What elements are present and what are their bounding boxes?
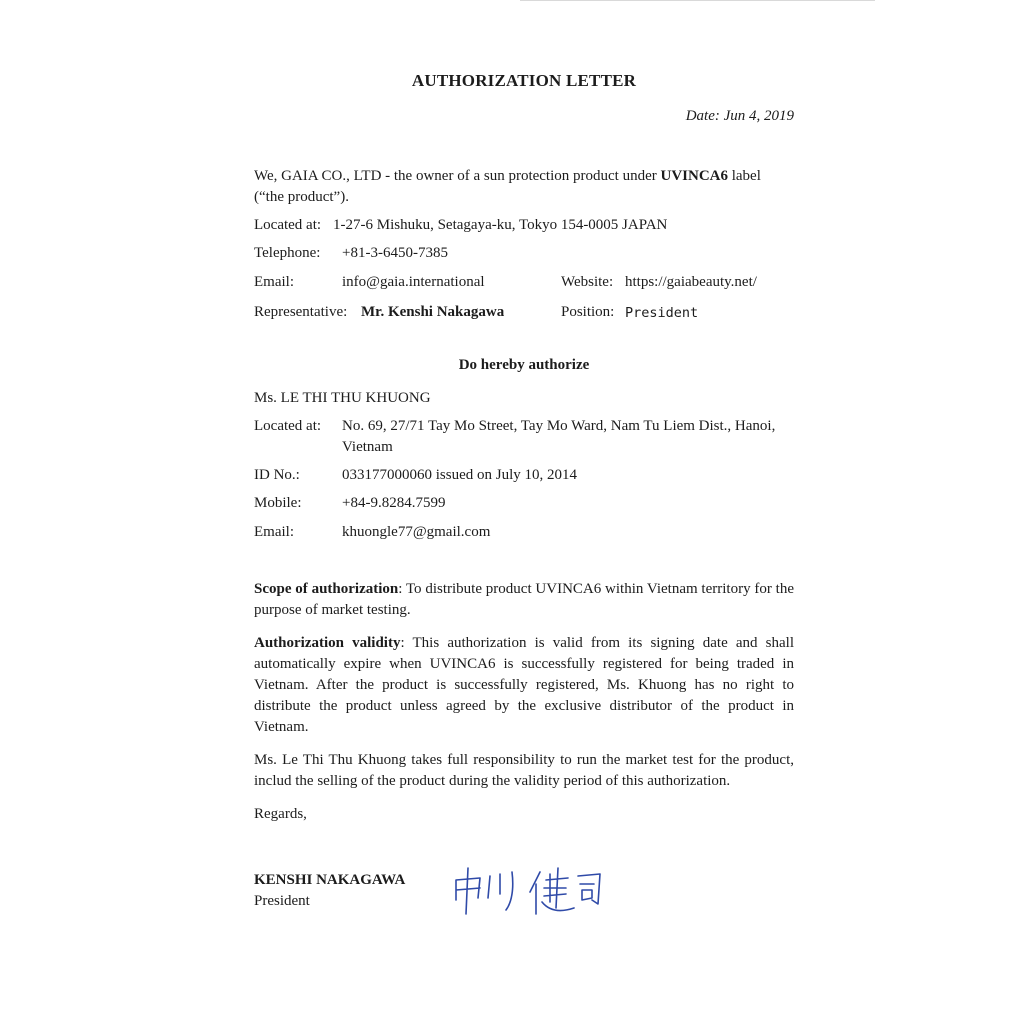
scope-paragraph — [254, 579, 794, 621]
grantee-mobile-label: Mobile: — [254, 495, 302, 511]
grantee-id-label: ID No.: — [254, 467, 300, 483]
grantor-website-value: https://gaiabeauty.net/ — [625, 274, 757, 290]
grantor-telephone-value: +81-3-6450-7385 — [342, 245, 448, 261]
grantee-name: Ms. LE THI THU KHUONG — [254, 390, 431, 406]
grantor-position-value: President — [625, 305, 699, 321]
grantee-mobile-value: +84-9.8284.7599 — [342, 495, 446, 511]
grantor-located-label: Located at: — [254, 217, 322, 233]
scope-text: : To distribute product UVINCA6 within Vietnam territory for the purpose of market testing. — [254, 581, 794, 618]
grantor-email-value: info@gaia.international — [342, 274, 485, 290]
scope-label: Scope of authorization — [254, 581, 399, 597]
grantee-located-line1: No. 69, 27/71 Tay Mo Street, Tay Mo Ward, Nam Tu Liem Dist., Hanoi, — [342, 418, 776, 434]
responsibility-paragraph: Ms. Le Thi Thu Khuong takes full responsibility to run the market test for the product, includ the selling of the product during the validity period of this authorization. — [254, 752, 794, 789]
validity-label: Authorization validity — [254, 635, 401, 651]
letter-title: AUTHORIZATION LETTER — [411, 71, 637, 90]
handwritten-signature — [450, 858, 620, 918]
grantor-intro-label: label — [727, 168, 761, 184]
grantor-position-label: Position: — [561, 304, 615, 320]
validity-text: : This authorization is valid from its signing date and shall automatically expire when UVINCA6 is successfully registered for being traded in Vietnam. After the product is successfully registered, Ms. Khuong has no right to distribute the product unless agreed by the exclusive distributor of the product in Vietnam. — [254, 635, 794, 735]
grantor-intro-text: We, GAIA CO., LTD - the owner of a sun protection product under — [254, 168, 661, 184]
brand-name: UVINCA6 — [660, 168, 728, 184]
grantor-email-label: Email: — [254, 274, 294, 290]
closing-regards: Regards, — [254, 806, 307, 822]
grantor-website-label: Website: — [561, 274, 614, 290]
validity-paragraph — [254, 633, 794, 738]
grantee-located-label: Located at: — [254, 418, 322, 434]
signer-name: KENSHI NAKAGAWA — [254, 872, 406, 888]
top-edge-line — [520, 0, 875, 1]
grantor-located-value: 1-27-6 Mishuku, Setagaya-ku, Tokyo 154-0005 JAPAN — [333, 217, 668, 233]
grantee-located-line2: Vietnam — [342, 439, 393, 455]
grantee-email-label: Email: — [254, 524, 294, 540]
letter-date: Date: Jun 4, 2019 — [685, 108, 794, 124]
grantor-rep-label: Representative: — [254, 304, 348, 320]
grantor-intro-product: (“the product”). — [254, 189, 349, 205]
signer-title: President — [254, 893, 310, 909]
authorize-heading: Do hereby authorize — [458, 357, 590, 373]
grantor-intro — [254, 166, 794, 208]
grantee-id-value: 033177000060 issued on July 10, 2014 — [342, 467, 578, 483]
grantee-email-value: khuongle77@gmail.com — [342, 524, 491, 540]
grantor-telephone-label: Telephone: — [254, 245, 321, 261]
grantor-rep-value: Mr. Kenshi Nakagawa — [361, 304, 505, 320]
